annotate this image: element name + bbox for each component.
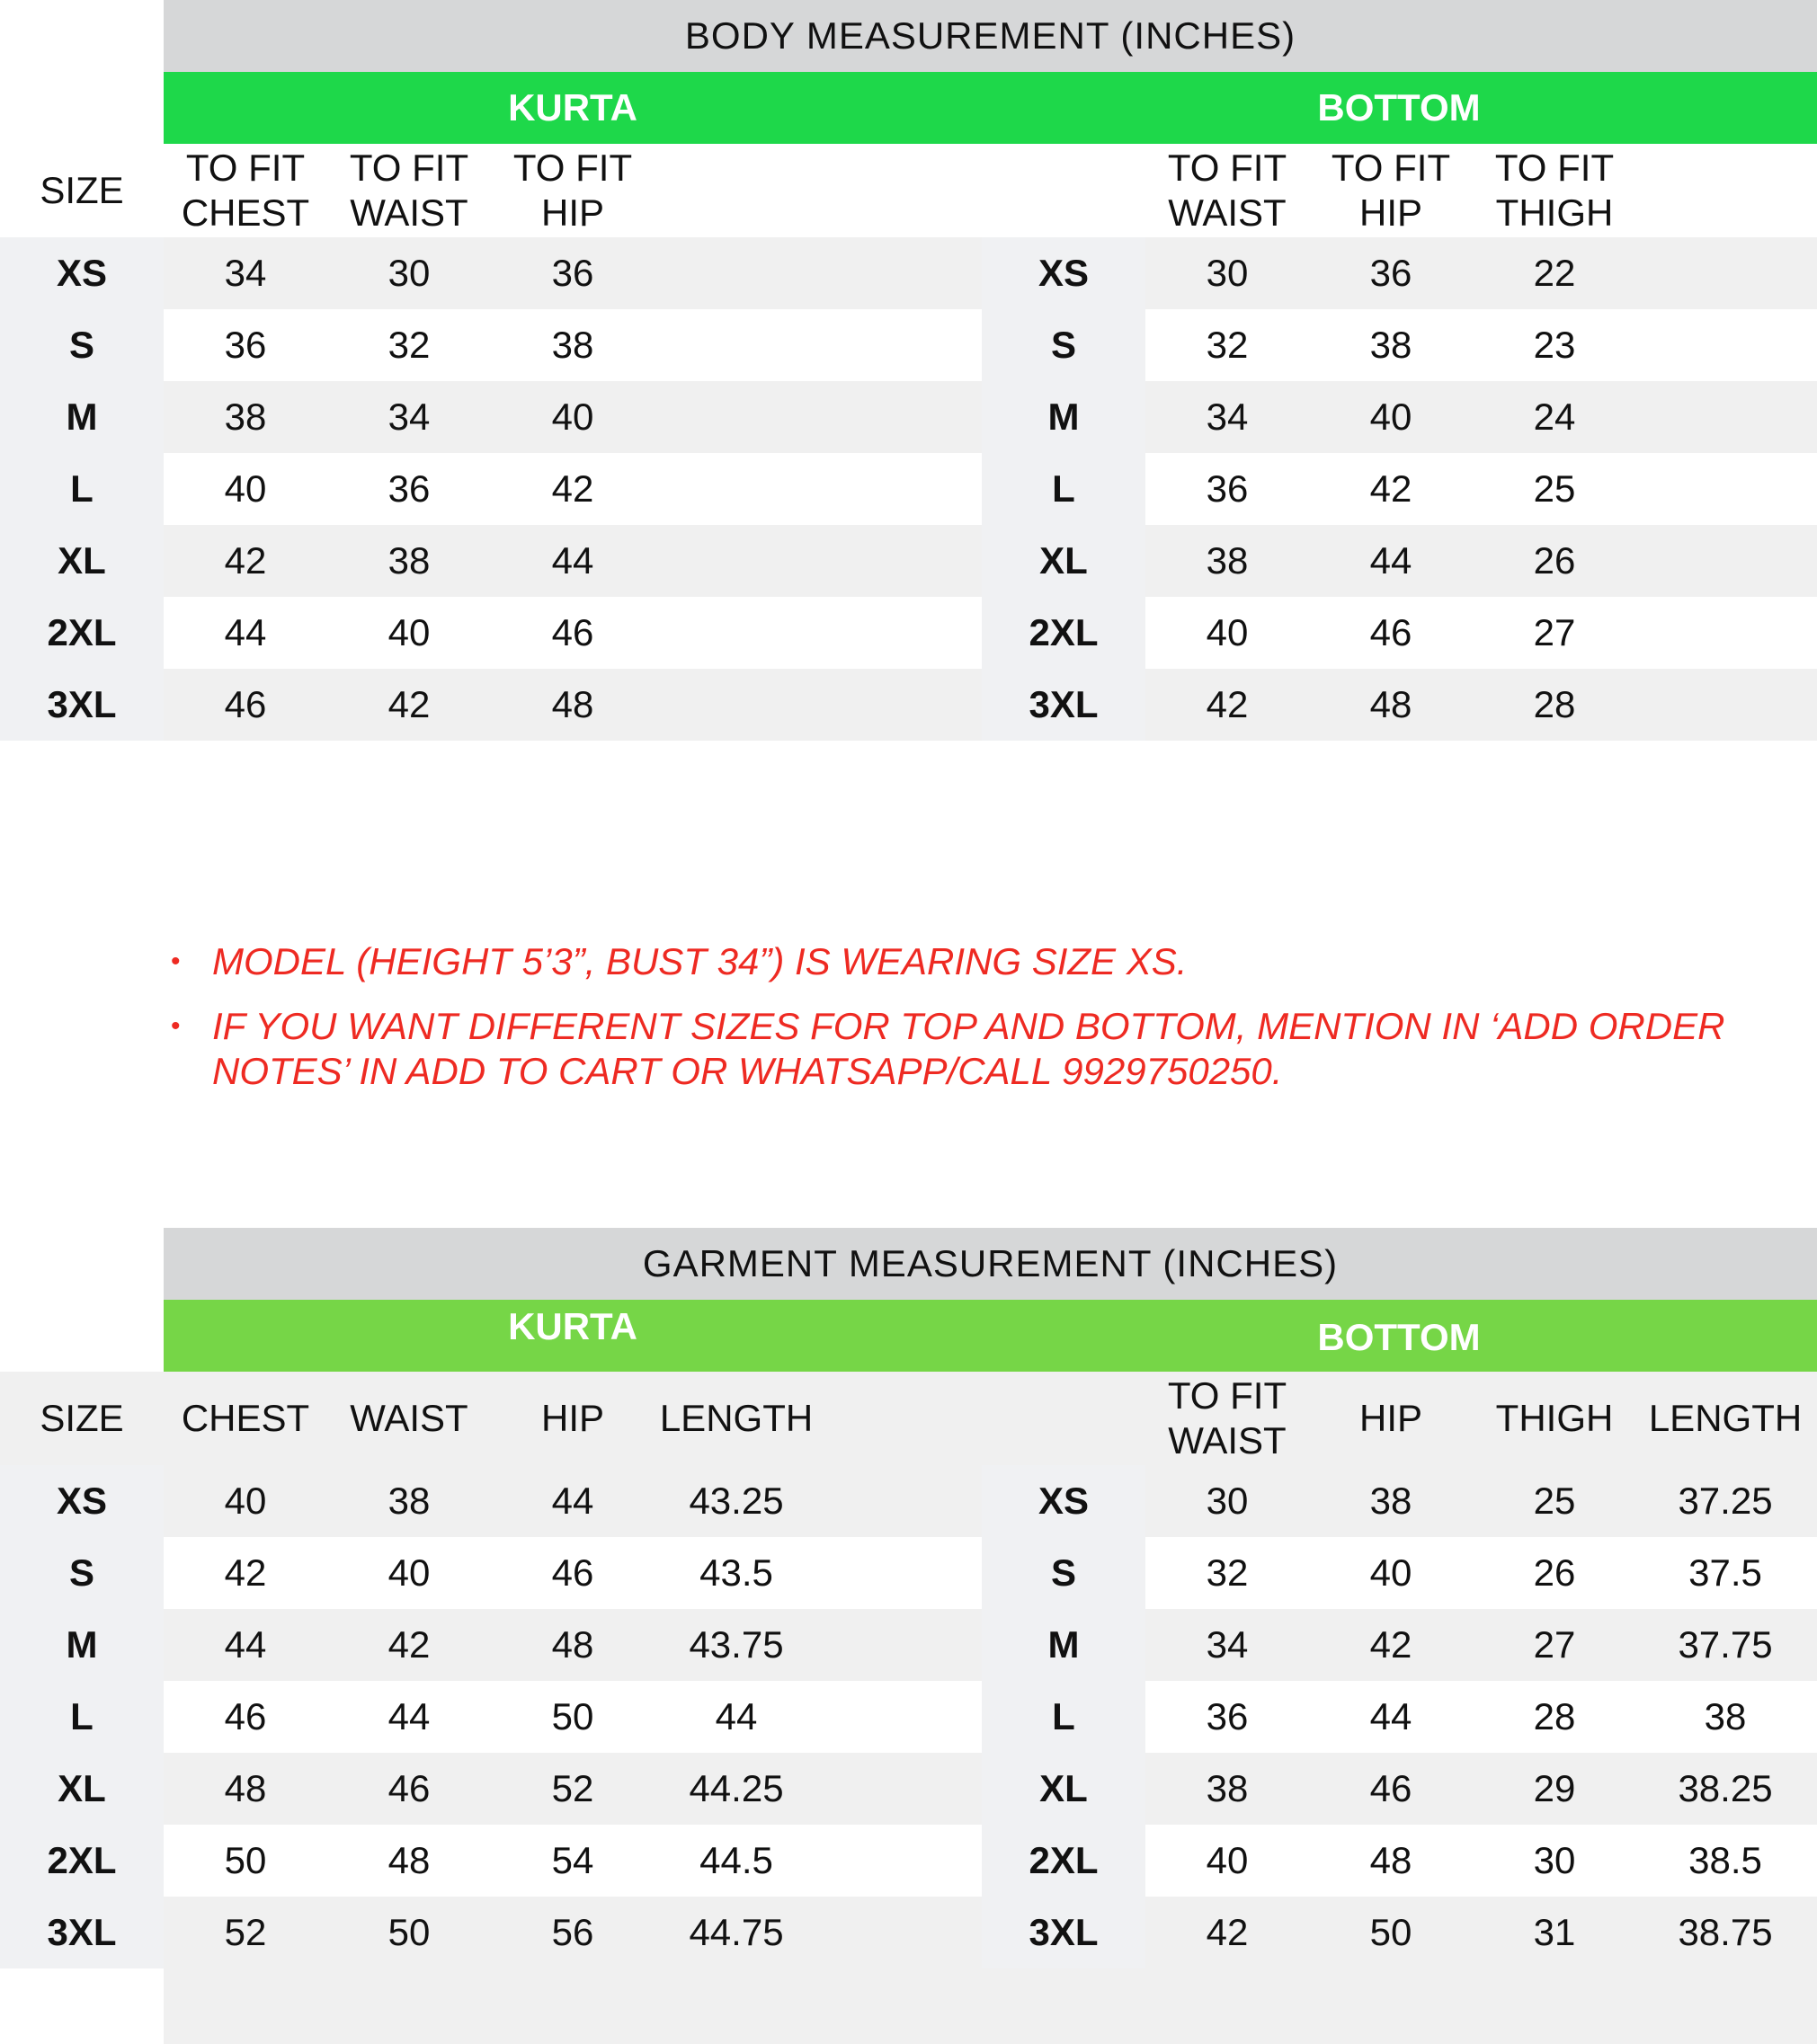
garment-kurta-value: 48 — [551, 1623, 594, 1666]
body-row-size-bottom: 3XL — [1029, 683, 1099, 725]
garment-size-header: SIZE — [40, 1397, 124, 1439]
body-kurta-label: KURTA — [508, 86, 637, 129]
body-bottom-value: 32 — [1206, 324, 1249, 366]
garment-bottom-value: 42 — [1206, 1911, 1249, 1953]
garment-bottom-value: 42 — [1369, 1623, 1412, 1666]
body-kurta-value: 34 — [224, 252, 267, 294]
body-bottom-value: 36 — [1206, 467, 1249, 510]
garment-kurta-value: 46 — [224, 1695, 267, 1737]
body-bottom-value: 42 — [1206, 683, 1249, 725]
garment-bottom-header: HIP — [1358, 1397, 1423, 1439]
note-text: MODEL (HEIGHT 5’3”, BUST 34”) IS WEARING SIZE XS. — [212, 940, 1188, 982]
body-kurta-value: 30 — [387, 252, 431, 294]
body-kurta-value: 48 — [551, 683, 594, 725]
body-kurta-value: 32 — [387, 324, 431, 366]
garment-row-size: S — [68, 1551, 95, 1594]
bullet-icon: • — [171, 1011, 181, 1041]
garment-kurta-value: 44 — [551, 1480, 594, 1522]
body-kurta-header: TO FIT HIP — [512, 147, 633, 234]
garment-kurta-value: 56 — [551, 1911, 594, 1953]
garment-kurta-header: WAIST — [350, 1397, 468, 1439]
garment-bottom-value: 46 — [1369, 1767, 1412, 1809]
garment-row-size-bottom: XS — [1038, 1480, 1090, 1522]
garment-bottom-header: LENGTH — [1648, 1397, 1803, 1439]
garment-kurta-value: 40 — [224, 1480, 267, 1522]
garment-bottom-value: 38 — [1704, 1695, 1747, 1737]
garment-kurta-header: CHEST — [181, 1397, 310, 1439]
garment-kurta-value: 44 — [387, 1695, 431, 1737]
body-bottom-value: 28 — [1533, 683, 1576, 725]
garment-bottom-value: 38.5 — [1688, 1839, 1762, 1881]
body-kurta-header: TO FIT CHEST — [181, 147, 310, 234]
body-kurta-value: 36 — [551, 252, 594, 294]
garment-kurta-value: 46 — [387, 1767, 431, 1809]
body-kurta-value: 42 — [387, 683, 431, 725]
body-row-size: L — [70, 467, 94, 510]
garment-bottom-header: TO FIT WAIST — [1167, 1374, 1287, 1462]
garment-bottom-value: 30 — [1533, 1839, 1576, 1881]
garment-bottom-value: 37.75 — [1678, 1623, 1773, 1666]
body-row-size-bottom: S — [1050, 324, 1077, 366]
garment-table-title: GARMENT MEASUREMENT (INCHES) — [164, 1228, 1817, 1300]
body-row-size: 2XL — [47, 611, 117, 653]
garment-bottom-value: 31 — [1533, 1911, 1576, 1953]
body-kurta-value: 42 — [224, 539, 267, 582]
garment-bottom-value: 38.25 — [1678, 1767, 1773, 1809]
body-bottom-value: 25 — [1533, 467, 1576, 510]
body-bottom-value: 44 — [1369, 539, 1412, 582]
body-row-size-bottom: L — [1052, 467, 1075, 510]
garment-bottom-value: 36 — [1206, 1695, 1249, 1737]
body-kurta-value: 34 — [387, 395, 431, 438]
garment-bottom-value: 37.5 — [1688, 1551, 1762, 1594]
garment-bottom-value: 38.75 — [1678, 1911, 1773, 1953]
body-kurta-value: 44 — [224, 611, 267, 653]
garment-kurta-value: 43.25 — [689, 1480, 784, 1522]
garment-row-size: M — [66, 1623, 98, 1666]
garment-kurta-value: 54 — [551, 1839, 594, 1881]
garment-kurta-value: 44.75 — [689, 1911, 784, 1953]
body-bottom-label: BOTTOM — [1317, 86, 1481, 129]
body-row-size: M — [66, 395, 98, 438]
body-row-size: XL — [58, 539, 106, 582]
note-text: IF YOU WANT DIFFERENT SIZES FOR TOP AND BOTTOM, MENTION IN ‘ADD ORDER NOTES’ IN ADD TO CART OR WHATSAPP/CALL 9929750250. — [212, 1005, 1725, 1092]
body-kurta-value: 38 — [387, 539, 431, 582]
garment-kurta-value: 48 — [387, 1839, 431, 1881]
garment-bottom-value: 40 — [1206, 1839, 1249, 1881]
body-kurta-value: 44 — [551, 539, 594, 582]
garment-kurta-value: 42 — [224, 1551, 267, 1594]
garment-kurta-value: 52 — [551, 1767, 594, 1809]
body-bottom-header: TO FIT WAIST — [1167, 147, 1287, 234]
garment-row-size-bottom: XL — [1039, 1767, 1088, 1809]
garment-kurta-value: 50 — [387, 1911, 431, 1953]
garment-kurta-value: 44 — [715, 1695, 758, 1737]
garment-bottom-label: BOTTOM — [1317, 1316, 1481, 1358]
garment-kurta-value: 44 — [224, 1623, 267, 1666]
garment-row-size-bottom: M — [1047, 1623, 1080, 1666]
body-table-title: BODY MEASUREMENT (INCHES) — [164, 0, 1817, 72]
garment-bottom-value: 50 — [1369, 1911, 1412, 1953]
body-kurta-value: 38 — [551, 324, 594, 366]
garment-bottom-value: 30 — [1206, 1480, 1249, 1522]
garment-row-size-bottom: 3XL — [1029, 1911, 1099, 1953]
garment-bottom-header: THIGH — [1495, 1397, 1614, 1439]
garment-bottom-value: 26 — [1533, 1551, 1576, 1594]
garment-kurta-value: 50 — [551, 1695, 594, 1737]
body-row-size: S — [68, 324, 95, 366]
garment-bottom-value: 25 — [1533, 1480, 1576, 1522]
garment-kurta-value: 46 — [551, 1551, 594, 1594]
body-bottom-header: TO FIT HIP — [1331, 147, 1451, 234]
garment-bottom-value: 32 — [1206, 1551, 1249, 1594]
garment-kurta-value: 42 — [387, 1623, 431, 1666]
garment-row-size: L — [70, 1695, 94, 1737]
garment-table-footer-band — [164, 1968, 1817, 2044]
body-kurta-header: TO FIT WAIST — [349, 147, 469, 234]
garment-kurta-value: 38 — [387, 1480, 431, 1522]
garment-bottom-value: 40 — [1369, 1551, 1412, 1594]
body-kurta-value: 36 — [387, 467, 431, 510]
garment-bottom-value: 38 — [1369, 1480, 1412, 1522]
body-row-size-bottom: XS — [1038, 252, 1090, 294]
body-row-size-bottom: M — [1047, 395, 1080, 438]
bullet-icon: • — [171, 946, 181, 976]
body-kurta-value: 38 — [224, 395, 267, 438]
garment-kurta-value: 52 — [224, 1911, 267, 1953]
garment-row-size: 2XL — [47, 1839, 117, 1881]
body-bottom-value: 30 — [1206, 252, 1249, 294]
body-row-size-bottom: XL — [1039, 539, 1088, 582]
body-bottom-value: 42 — [1369, 467, 1412, 510]
garment-kurta-header: LENGTH — [659, 1397, 814, 1439]
garment-kurta-value: 50 — [224, 1839, 267, 1881]
body-bottom-value: 27 — [1533, 611, 1576, 653]
body-bottom-value: 26 — [1533, 539, 1576, 582]
garment-row-size-bottom: S — [1050, 1551, 1077, 1594]
garment-bottom-value: 44 — [1369, 1695, 1412, 1737]
body-bottom-value: 46 — [1369, 611, 1412, 653]
body-row-size: 3XL — [47, 683, 117, 725]
garment-bottom-value: 34 — [1206, 1623, 1249, 1666]
body-bottom-value: 22 — [1533, 252, 1576, 294]
garment-kurta-value: 44.5 — [699, 1839, 773, 1881]
garment-row-size: XL — [58, 1767, 106, 1809]
body-bottom-value: 34 — [1206, 395, 1249, 438]
body-bottom-header: TO FIT THIGH — [1494, 147, 1615, 234]
body-kurta-value: 46 — [551, 611, 594, 653]
garment-kurta-value: 43.5 — [699, 1551, 773, 1594]
garment-kurta-value: 48 — [224, 1767, 267, 1809]
body-bottom-value: 23 — [1533, 324, 1576, 366]
body-row-size-bottom: 2XL — [1029, 611, 1099, 653]
garment-bottom-value: 29 — [1533, 1767, 1576, 1809]
garment-bottom-value: 27 — [1533, 1623, 1576, 1666]
body-bottom-value: 38 — [1206, 539, 1249, 582]
body-bottom-value: 36 — [1369, 252, 1412, 294]
garment-kurta-label: KURTA — [508, 1305, 637, 1347]
garment-bottom-value: 38 — [1206, 1767, 1249, 1809]
body-kurta-value: 46 — [224, 683, 267, 725]
body-kurta-value: 36 — [224, 324, 267, 366]
garment-bottom-value: 37.25 — [1678, 1480, 1773, 1522]
garment-bottom-value: 28 — [1533, 1695, 1576, 1737]
garment-bottom-value: 48 — [1369, 1839, 1412, 1881]
garment-kurta-value: 40 — [387, 1551, 431, 1594]
body-bottom-value: 38 — [1369, 324, 1412, 366]
body-kurta-value: 40 — [387, 611, 431, 653]
body-bottom-value: 48 — [1369, 683, 1412, 725]
body-kurta-value: 42 — [551, 467, 594, 510]
garment-kurta-value: 44.25 — [689, 1767, 784, 1809]
garment-row-size-bottom: L — [1052, 1695, 1075, 1737]
garment-row-size: XS — [56, 1480, 108, 1522]
body-row-size: XS — [56, 252, 108, 294]
garment-kurta-value: 43.75 — [689, 1623, 784, 1666]
body-size-header: SIZE — [40, 169, 124, 211]
body-bottom-value: 40 — [1369, 395, 1412, 438]
body-kurta-value: 40 — [224, 467, 267, 510]
garment-row-size: 3XL — [47, 1911, 117, 1953]
body-bottom-value: 40 — [1206, 611, 1249, 653]
body-kurta-value: 40 — [551, 395, 594, 438]
body-bottom-value: 24 — [1533, 395, 1576, 438]
garment-kurta-header: HIP — [540, 1397, 605, 1439]
garment-row-size-bottom: 2XL — [1029, 1839, 1099, 1881]
